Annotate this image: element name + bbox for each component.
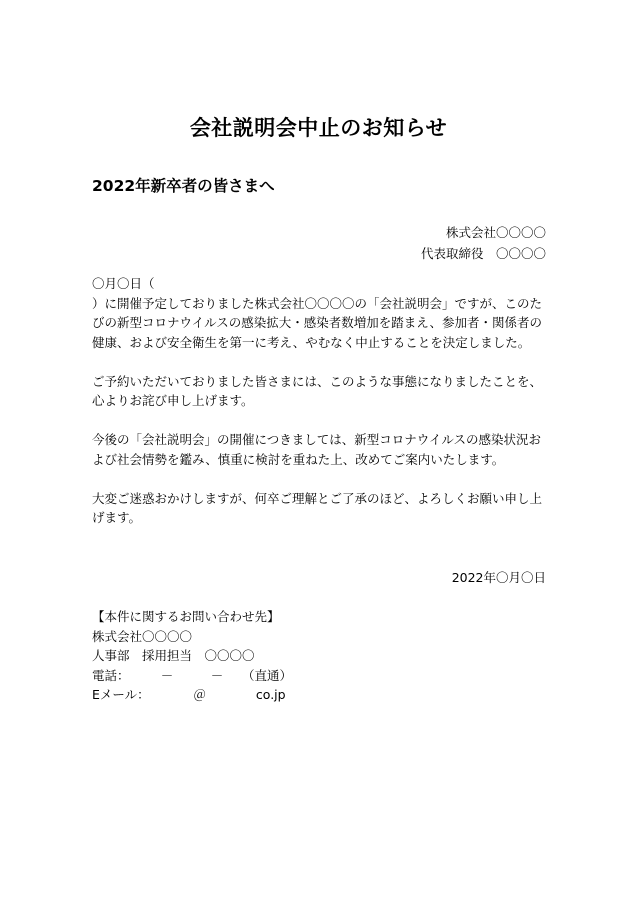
document-title: 会社説明会中止のお知らせ [189,116,448,140]
sender-block [421,222,546,264]
issue-date: 2022年〇月〇日 [451,570,546,585]
body-text [92,274,552,547]
sender-representative: 代表取締役 〇〇〇〇 [420,246,546,261]
sender-company: 株式会社〇〇〇〇 [445,225,546,240]
contact-block [92,607,292,705]
paragraph-announcement: 〇月〇日（ ）に開催予定しておりました株式会社〇〇〇〇の「会社説明会」ですが、このたびの新型コロナウイルスの感染拡大・感染者数増加を踏まえ、参加者・関係者の健康、および安全衛生を第一に考え、やむなく中止することを決定しました。 [92,276,543,350]
paragraph-future-plan: 今後の「会社説明会」の開催につきましては、新型コロナウイルスの感染状況および社会情勢を鑑み、慎重に検討を重ねた上、改めてご案内いたします。 [92,432,542,467]
contact-company: 株式会社〇〇〇〇 [92,628,193,644]
contact-department: 人事部 採用担当 〇〇〇〇 [92,648,255,663]
addressee: 2022年新卒者の皆さまへ [92,177,275,195]
paragraph-closing: 大変ご迷惑おかけしますが、何卒ご理解とご了承のほど、よろしくお願い申し上げます。 [92,490,543,525]
contact-heading: 【本件に関するお問い合わせ先】 [92,609,280,624]
paragraph-apology: ご予約いただいておりました皆さまには、このような事態になりましたことを、心よりお詫び申し上げます。 [92,373,543,408]
contact-phone: 電話： － － （直通） [92,667,293,683]
contact-email: Eメール： ＠ co.jp [92,687,286,702]
